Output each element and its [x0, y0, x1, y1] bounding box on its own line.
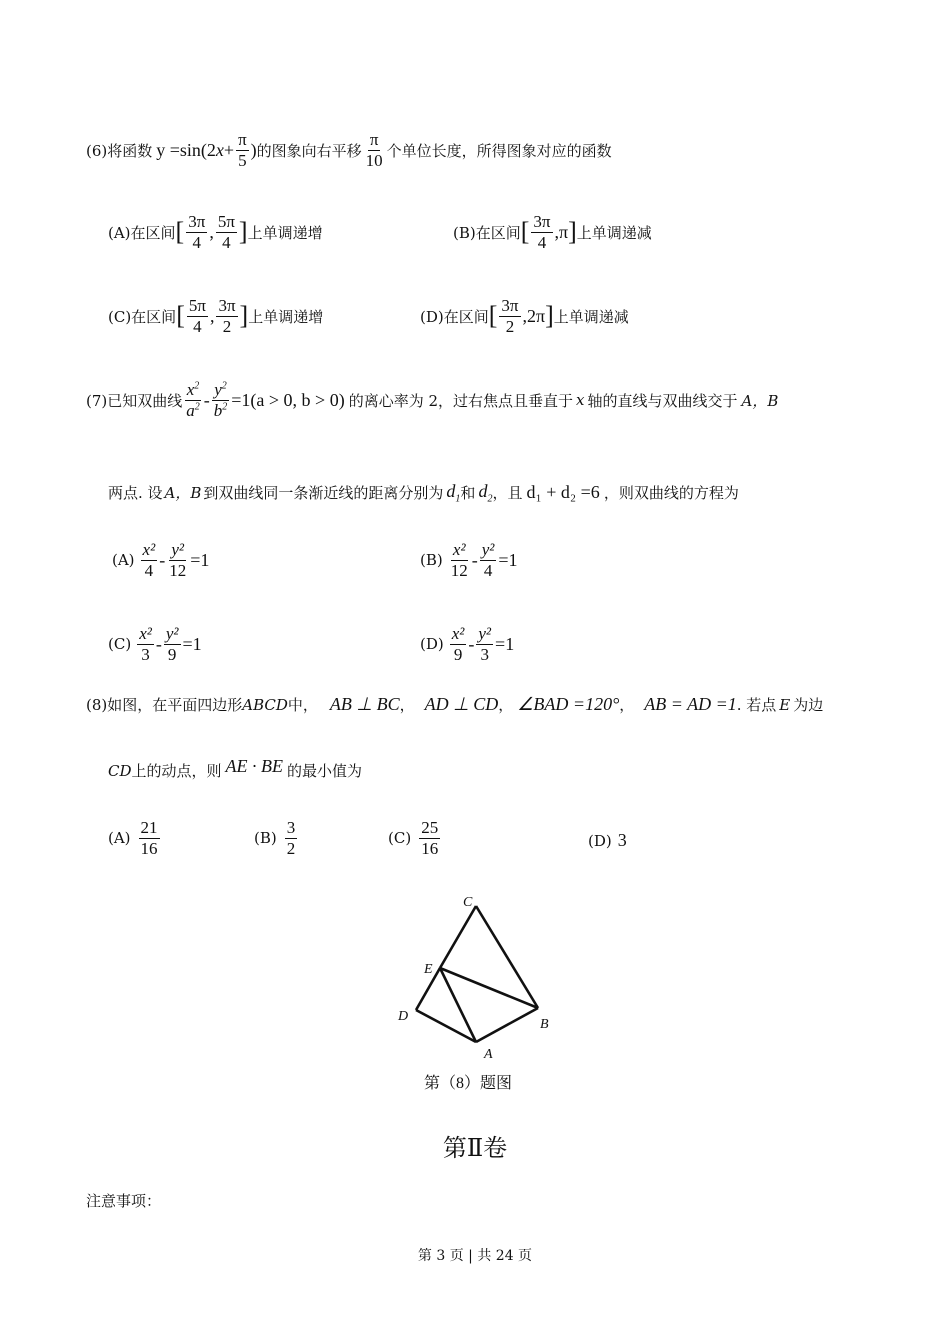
q6-option-d-label: (D)在区间 — [420, 307, 489, 326]
q7-c-frac2 — [164, 624, 181, 664]
q7-option-b — [420, 540, 518, 580]
q7-d2-letter: d — [478, 481, 488, 501]
q7-prefix: (7)已知双曲线 — [86, 391, 183, 410]
q7-b-rhs: =1 — [498, 549, 518, 570]
q7-line2-prefix: 两点. 设 — [108, 484, 163, 503]
segment-cb — [476, 906, 538, 1008]
q6-a-frac2 — [216, 212, 237, 252]
q6-a-d1: 4 — [192, 232, 202, 252]
q7-c-rhs: =1 — [182, 633, 202, 654]
q7-b-frac2 — [480, 540, 497, 580]
q6-d-frac1 — [499, 296, 520, 336]
label-a: A — [484, 1047, 493, 1062]
q8-cond3: ∠BAD =120° — [517, 694, 620, 714]
q6-prefix: (6)将函数 — [86, 141, 153, 160]
q8-c-den: 16 — [421, 838, 439, 858]
q6-func-x: x — [215, 139, 224, 160]
q6-c-d2: 2 — [222, 316, 232, 336]
q6-option-c-text: 上单调递增 — [248, 307, 324, 326]
q7-d2-sub: 2 — [487, 493, 493, 505]
q6-suffix: 个单位长度，所得图象对应的函数 — [386, 141, 612, 160]
q7-a-d2: 12 — [169, 560, 187, 580]
q7-c-frac1 — [137, 624, 154, 664]
q7-line2-points: A，B — [164, 484, 202, 503]
q6-a-bracket-open: [ — [175, 217, 185, 247]
q7-c-n1: x² — [139, 624, 152, 643]
q6-d-bracket-open: [ — [488, 301, 498, 331]
label-d: D — [398, 1009, 409, 1024]
q8-cond4: AB = AD =1 — [644, 694, 737, 714]
q7-tail: 轴的直线与双曲线交于 — [587, 391, 738, 410]
q6-func-den: 5 — [238, 150, 247, 170]
figure-caption: 第（8）题图 — [424, 1075, 513, 1092]
q7-c-minus: - — [155, 633, 162, 654]
q6-shift-num: π — [369, 130, 379, 149]
section-title: 第Ⅱ卷 — [442, 1134, 508, 1162]
q6-func-fraction — [236, 130, 249, 170]
q7-option-c — [108, 624, 202, 664]
q6-b-d1: 4 — [537, 232, 547, 252]
q8-option-d — [588, 830, 627, 851]
q7-sum-expr: d₁ + d₂ =6 — [526, 482, 600, 503]
q6-func-close: ) — [250, 139, 257, 160]
q6-option-b — [453, 212, 652, 252]
q7-frac-y — [212, 380, 230, 420]
q7-mid: 的离心率为 2，过右焦点且垂直于 — [348, 391, 574, 410]
q6-a-n2: 5π — [217, 212, 235, 231]
q6-b-end: π — [559, 221, 569, 242]
q7-d-frac2 — [476, 624, 493, 664]
q7-points: A，B — [741, 391, 779, 410]
q6-d-d1: 2 — [505, 316, 515, 336]
q6-a-d2: 4 — [222, 232, 231, 252]
q8-tail2: 为边 — [793, 696, 824, 714]
q6-func-lhs: y =sin(2 — [156, 139, 216, 160]
q7-line2-suffix: ，则双曲线的方程为 — [603, 484, 739, 503]
q6-option-b-label: (B)在区间 — [453, 223, 521, 242]
q7-stem — [86, 380, 778, 420]
q8-line2 — [108, 756, 363, 781]
q7-line2-mid: 到双曲线同一条渐近线的距离分别为 — [203, 484, 444, 503]
q8-cond1: AB ⊥ BC — [329, 694, 400, 714]
q8-pt-e: E — [779, 695, 791, 714]
q6-c-frac2 — [216, 296, 237, 336]
q7-a-d1: 4 — [144, 560, 154, 580]
q7-c-n2: y² — [165, 624, 179, 643]
q7-minus: - — [203, 389, 210, 410]
q8-option-c-label: (C) — [388, 829, 412, 848]
q7-d-d1: 9 — [453, 644, 463, 664]
q7-d2 — [478, 481, 492, 505]
segment-eb — [440, 968, 538, 1008]
q7-b-minus: - — [471, 549, 478, 570]
q8-option-a — [108, 818, 162, 858]
q7-a-frac2 — [167, 540, 188, 580]
q6-a-comma: , — [209, 221, 214, 242]
label-e: E — [424, 962, 433, 977]
q7-option-a — [112, 540, 209, 580]
q6-c-d1: 4 — [193, 316, 202, 336]
q7-b-frac1 — [449, 540, 470, 580]
q6-d-comma: , — [522, 305, 527, 326]
q6-d-end: 2π — [527, 305, 546, 326]
q6-shift-den: 10 — [365, 150, 383, 170]
q6-option-d — [420, 296, 629, 336]
q7-d-frac1 — [450, 624, 467, 664]
q6-option-a — [108, 212, 323, 252]
q6-stem — [86, 130, 612, 170]
q6-func-plus: + — [223, 139, 235, 160]
q6-b-bracket-open: [ — [520, 217, 530, 247]
q6-c-bracket-close: ] — [239, 301, 249, 331]
q6-c-n1: 5π — [188, 296, 206, 315]
q7-line2 — [108, 481, 739, 505]
q6-c-comma: , — [209, 305, 215, 326]
q7-option-d-label: (D) — [420, 635, 444, 654]
q7-eq-tail: =1(a > 0, b > 0) — [231, 389, 345, 410]
q7-d-d2: 3 — [480, 644, 489, 664]
q6-d-bracket-close: ] — [545, 301, 554, 331]
q7-a-n1: x² — [142, 540, 156, 559]
q8-option-a-label: (A) — [108, 829, 131, 848]
q7-frac-x — [184, 380, 202, 420]
q6-c-bracket-open: [ — [176, 301, 185, 331]
q8-option-d-label: (D) — [588, 831, 612, 850]
q8-stem — [86, 694, 823, 715]
q7-a-frac1 — [141, 540, 158, 580]
q8-quad: ABCD — [242, 695, 288, 714]
q7-d-n2: y² — [478, 624, 492, 643]
q6-d-n1: 3π — [501, 296, 519, 315]
q6-b-n1: 3π — [533, 212, 551, 231]
q7-a-rhs: =1 — [190, 549, 210, 570]
q7-d-n1: x² — [451, 624, 465, 643]
q6-a-frac1 — [186, 212, 207, 252]
q8-figure — [390, 890, 570, 1100]
q8-b-den: 2 — [286, 838, 296, 858]
q7-option-d — [420, 624, 514, 664]
q7-a-n2: y² — [171, 540, 185, 559]
q8-c-num: 25 — [421, 818, 439, 837]
q6-a-bracket-close: ] — [238, 217, 248, 247]
q7-x-axis-var: x — [576, 391, 585, 410]
q8-line2-suffix: 的最小值为 — [287, 762, 363, 780]
q6-option-c — [108, 296, 323, 336]
label-b: B — [540, 1017, 549, 1032]
page-footer: 第 3 页 | 共 24 页 — [417, 1248, 533, 1264]
q6-shift-fraction — [364, 130, 385, 170]
q8-line2-mid: 上的动点，则 — [131, 762, 222, 780]
q6-b-bracket-close: ] — [568, 217, 577, 247]
q8-a-num: 21 — [140, 818, 158, 837]
q8-sep2: ， — [498, 696, 514, 714]
notice-heading: 注意事项： — [86, 1192, 162, 1210]
q6-c-frac1 — [187, 296, 208, 336]
q7-c-d1: 3 — [141, 644, 150, 664]
q7-and: 和 — [460, 484, 476, 503]
q8-dot-expr: AE · BE — [225, 756, 284, 776]
q8-option-b — [254, 818, 299, 858]
q8-d-value: 3 — [617, 830, 627, 850]
q8-line2-seg: CD — [108, 761, 132, 780]
q6-option-d-text: 上单调递减 — [553, 307, 629, 326]
q7-b-d2: 4 — [483, 560, 493, 580]
q6-option-a-text: 上单调递增 — [247, 223, 323, 242]
q8-cond2: AD ⊥ CD — [424, 694, 499, 714]
q6-func-num: π — [238, 130, 247, 149]
segment-ce — [440, 906, 476, 968]
q7-b-n2: y² — [481, 540, 495, 559]
q7-option-a-label: (A) — [112, 551, 135, 570]
q7-c-d2: 9 — [167, 644, 177, 664]
q6-option-a-label: (A)在区间 — [108, 223, 176, 242]
q7-d1 — [446, 481, 460, 505]
q8-b-frac — [285, 818, 298, 858]
q8-mid: 中， — [287, 696, 318, 714]
q8-sep3: ， — [619, 696, 635, 714]
q7-frac-x-num: $x^2$ — [186, 380, 200, 399]
q7-a-minus: - — [159, 549, 166, 570]
q7-b-d1: 12 — [450, 560, 468, 580]
q7-d-rhs: =1 — [495, 633, 515, 654]
q7-d1-sub: 1 — [455, 493, 461, 505]
q7-d-minus: - — [468, 633, 475, 654]
q8-option-b-label: (B) — [254, 829, 277, 848]
label-c: C — [463, 895, 473, 910]
q7-b-n1: x² — [452, 540, 466, 559]
q8-a-den: 16 — [140, 838, 158, 858]
q7-option-b-label: (B) — [420, 551, 443, 570]
q8-b-num: 3 — [286, 818, 296, 837]
q8-a-frac — [139, 818, 160, 858]
q8-prefix: (8)如图，在平面四边形 — [86, 696, 243, 714]
q8-option-c — [388, 818, 442, 858]
q7-frac-y-den: $b^2$ — [213, 400, 228, 420]
q6-option-c-label: (C)在区间 — [108, 307, 177, 326]
q6-a-n1: 3π — [188, 212, 206, 231]
q7-d1-letter: d — [446, 481, 456, 501]
q6-c-n2: 3π — [218, 296, 236, 315]
q6-b-frac1 — [531, 212, 552, 252]
q8-c-frac — [419, 818, 440, 858]
q8-sep1: ， — [399, 696, 415, 714]
q6-b-comma: , — [554, 221, 559, 242]
segment-ab — [476, 1008, 538, 1042]
q7-frac-y-num: $y^2$ — [214, 380, 227, 399]
q8-tail: . 若点 — [736, 696, 777, 714]
q7-line2-cond: ，且 — [492, 484, 523, 503]
q7-frac-x-den: $a^2$ — [186, 400, 200, 420]
q6-mid: 的图象向右平移 — [256, 141, 362, 160]
q6-option-b-text: 上单调递减 — [576, 223, 652, 242]
q7-option-c-label: (C) — [108, 635, 132, 654]
